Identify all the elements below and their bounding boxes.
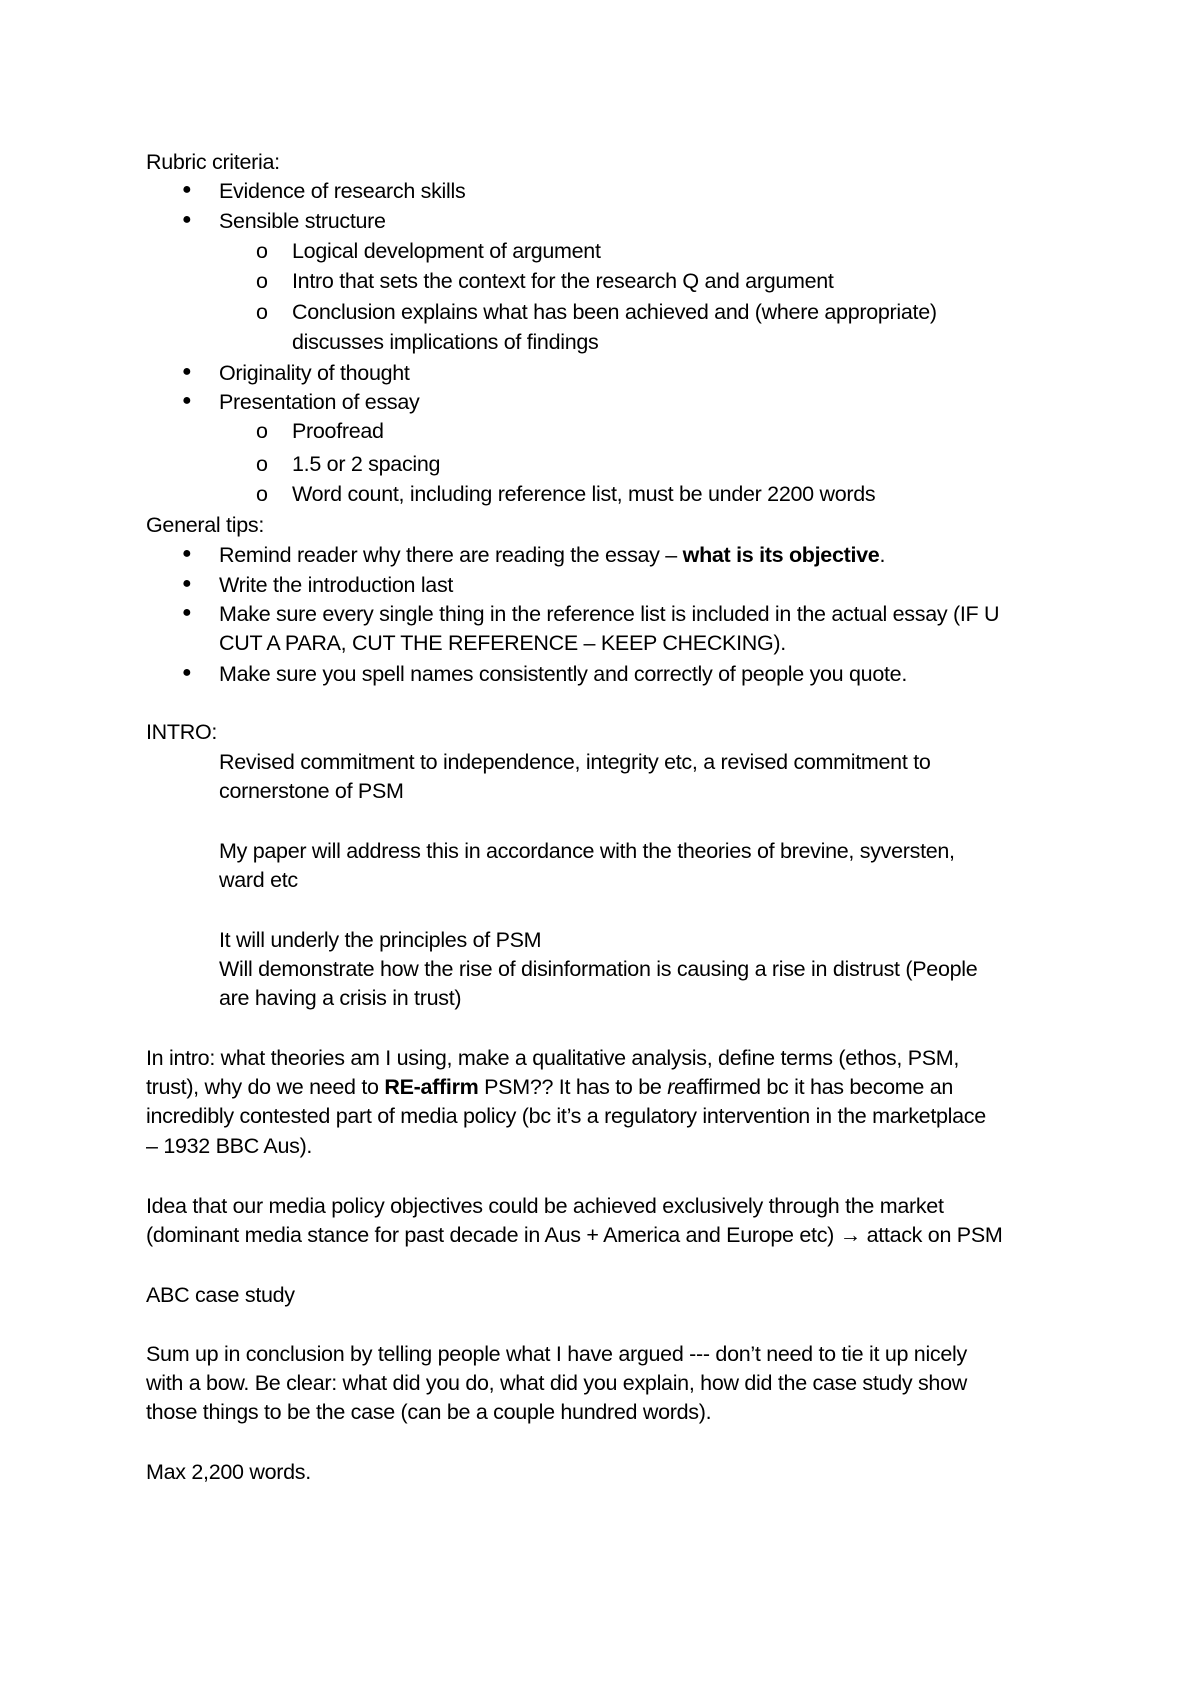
rubric-subitem-intro: Intro that sets the context for the research Q and argument [292, 269, 834, 293]
bullet-icon: ● [182, 545, 192, 562]
intro-heading: INTRO: [146, 720, 218, 744]
tip-write-intro-last: Write the introduction last [219, 573, 454, 597]
rubric-heading: Rubric criteria: [146, 150, 280, 174]
rubric-item-research-skills: Evidence of research skills [219, 179, 466, 203]
sub-bullet-icon: o [256, 300, 268, 324]
reaffirm-bold: RE-affirm [384, 1075, 479, 1099]
intro-p2-line2: ward etc [219, 868, 298, 892]
rubric-subitem-wordcount: Word count, including reference list, must be under 2200 words [292, 482, 876, 506]
rubric-subitem-conclusion-cont: discusses implications of findings [292, 330, 599, 354]
body-max-words: Max 2,200 words. [146, 1460, 311, 1484]
intro-p3-line3: are having a crisis in trust) [219, 986, 462, 1010]
intro-p3-line2: Will demonstrate how the rise of disinformation is causing a rise in distrust (People [219, 957, 978, 981]
sub-bullet-icon: o [256, 269, 268, 293]
body-para1-line2: trust), why do we need to RE-affirm PSM?? It has to be reaffirmed bc it has become an [146, 1075, 954, 1099]
tip-reference-list-cont: CUT A PARA, CUT THE REFERENCE – KEEP CHECKING). [219, 631, 786, 655]
rubric-subitem-spacing: 1.5 or 2 spacing [292, 452, 441, 476]
bullet-icon: ● [182, 181, 192, 198]
tip-remind-reader: Remind reader why there are reading the essay – what is its objective. [219, 543, 886, 567]
re-italic: re [667, 1075, 686, 1099]
intro-p2-line1: My paper will address this in accordance with the theories of brevine, syversten, [219, 839, 955, 863]
body-para4-line2: with a bow. Be clear: what did you do, what did you explain, how did the case study show [146, 1371, 967, 1395]
body-case-study: ABC case study [146, 1283, 295, 1307]
intro-p3-line1: It will underly the principles of PSM [219, 928, 542, 952]
sub-bullet-icon: o [256, 419, 268, 443]
body-para4-line3: those things to be the case (can be a couple hundred words). [146, 1400, 712, 1424]
body-para1-line3: incredibly contested part of media policy (bc it’s a regulatory intervention in the marketplace [146, 1104, 986, 1128]
body-para2-line1: Idea that our media policy objectives could be achieved exclusively through the market [146, 1194, 944, 1218]
rubric-subitem-proofread: Proofread [292, 419, 384, 443]
tips-heading: General tips: [146, 513, 264, 537]
bullet-icon: ● [182, 575, 192, 592]
right-arrow-icon: → [839, 1223, 861, 1247]
intro-p1-line2: cornerstone of PSM [219, 779, 404, 803]
body-para2-line2: (dominant media stance for past decade in Aus + America and Europe etc) → attack on PSM [146, 1223, 1003, 1247]
rubric-subitem-conclusion: Conclusion explains what has been achieved and (where appropriate) [292, 300, 937, 324]
intro-p1-line1: Revised commitment to independence, integrity etc, a revised commitment to [219, 750, 931, 774]
sub-bullet-icon: o [256, 452, 268, 476]
bullet-icon: ● [182, 604, 192, 621]
rubric-item-presentation: Presentation of essay [219, 390, 420, 414]
rubric-subitem-logical: Logical development of argument [292, 239, 601, 263]
sub-bullet-icon: o [256, 482, 268, 506]
tip-reference-list: Make sure every single thing in the reference list is included in the actual essay (IF U [219, 602, 1000, 626]
body-para1-line4: – 1932 BBC Aus). [146, 1134, 313, 1158]
body-para4-line1: Sum up in conclusion by telling people what I have argued --- don’t need to tie it up nicely [146, 1342, 967, 1366]
sub-bullet-icon: o [256, 239, 268, 263]
bullet-icon: ● [182, 664, 192, 681]
bullet-icon: ● [182, 363, 192, 380]
rubric-item-structure: Sensible structure [219, 209, 386, 233]
bullet-icon: ● [182, 392, 192, 409]
tip-objective-bold: what is its objective [682, 543, 880, 567]
tip-spell-names: Make sure you spell names consistently and correctly of people you quote. [219, 662, 907, 686]
body-para1-line1: In intro: what theories am I using, make a qualitative analysis, define terms (ethos, PSM, [146, 1046, 960, 1070]
bullet-icon: ● [182, 211, 192, 228]
rubric-item-originality: Originality of thought [219, 361, 410, 385]
